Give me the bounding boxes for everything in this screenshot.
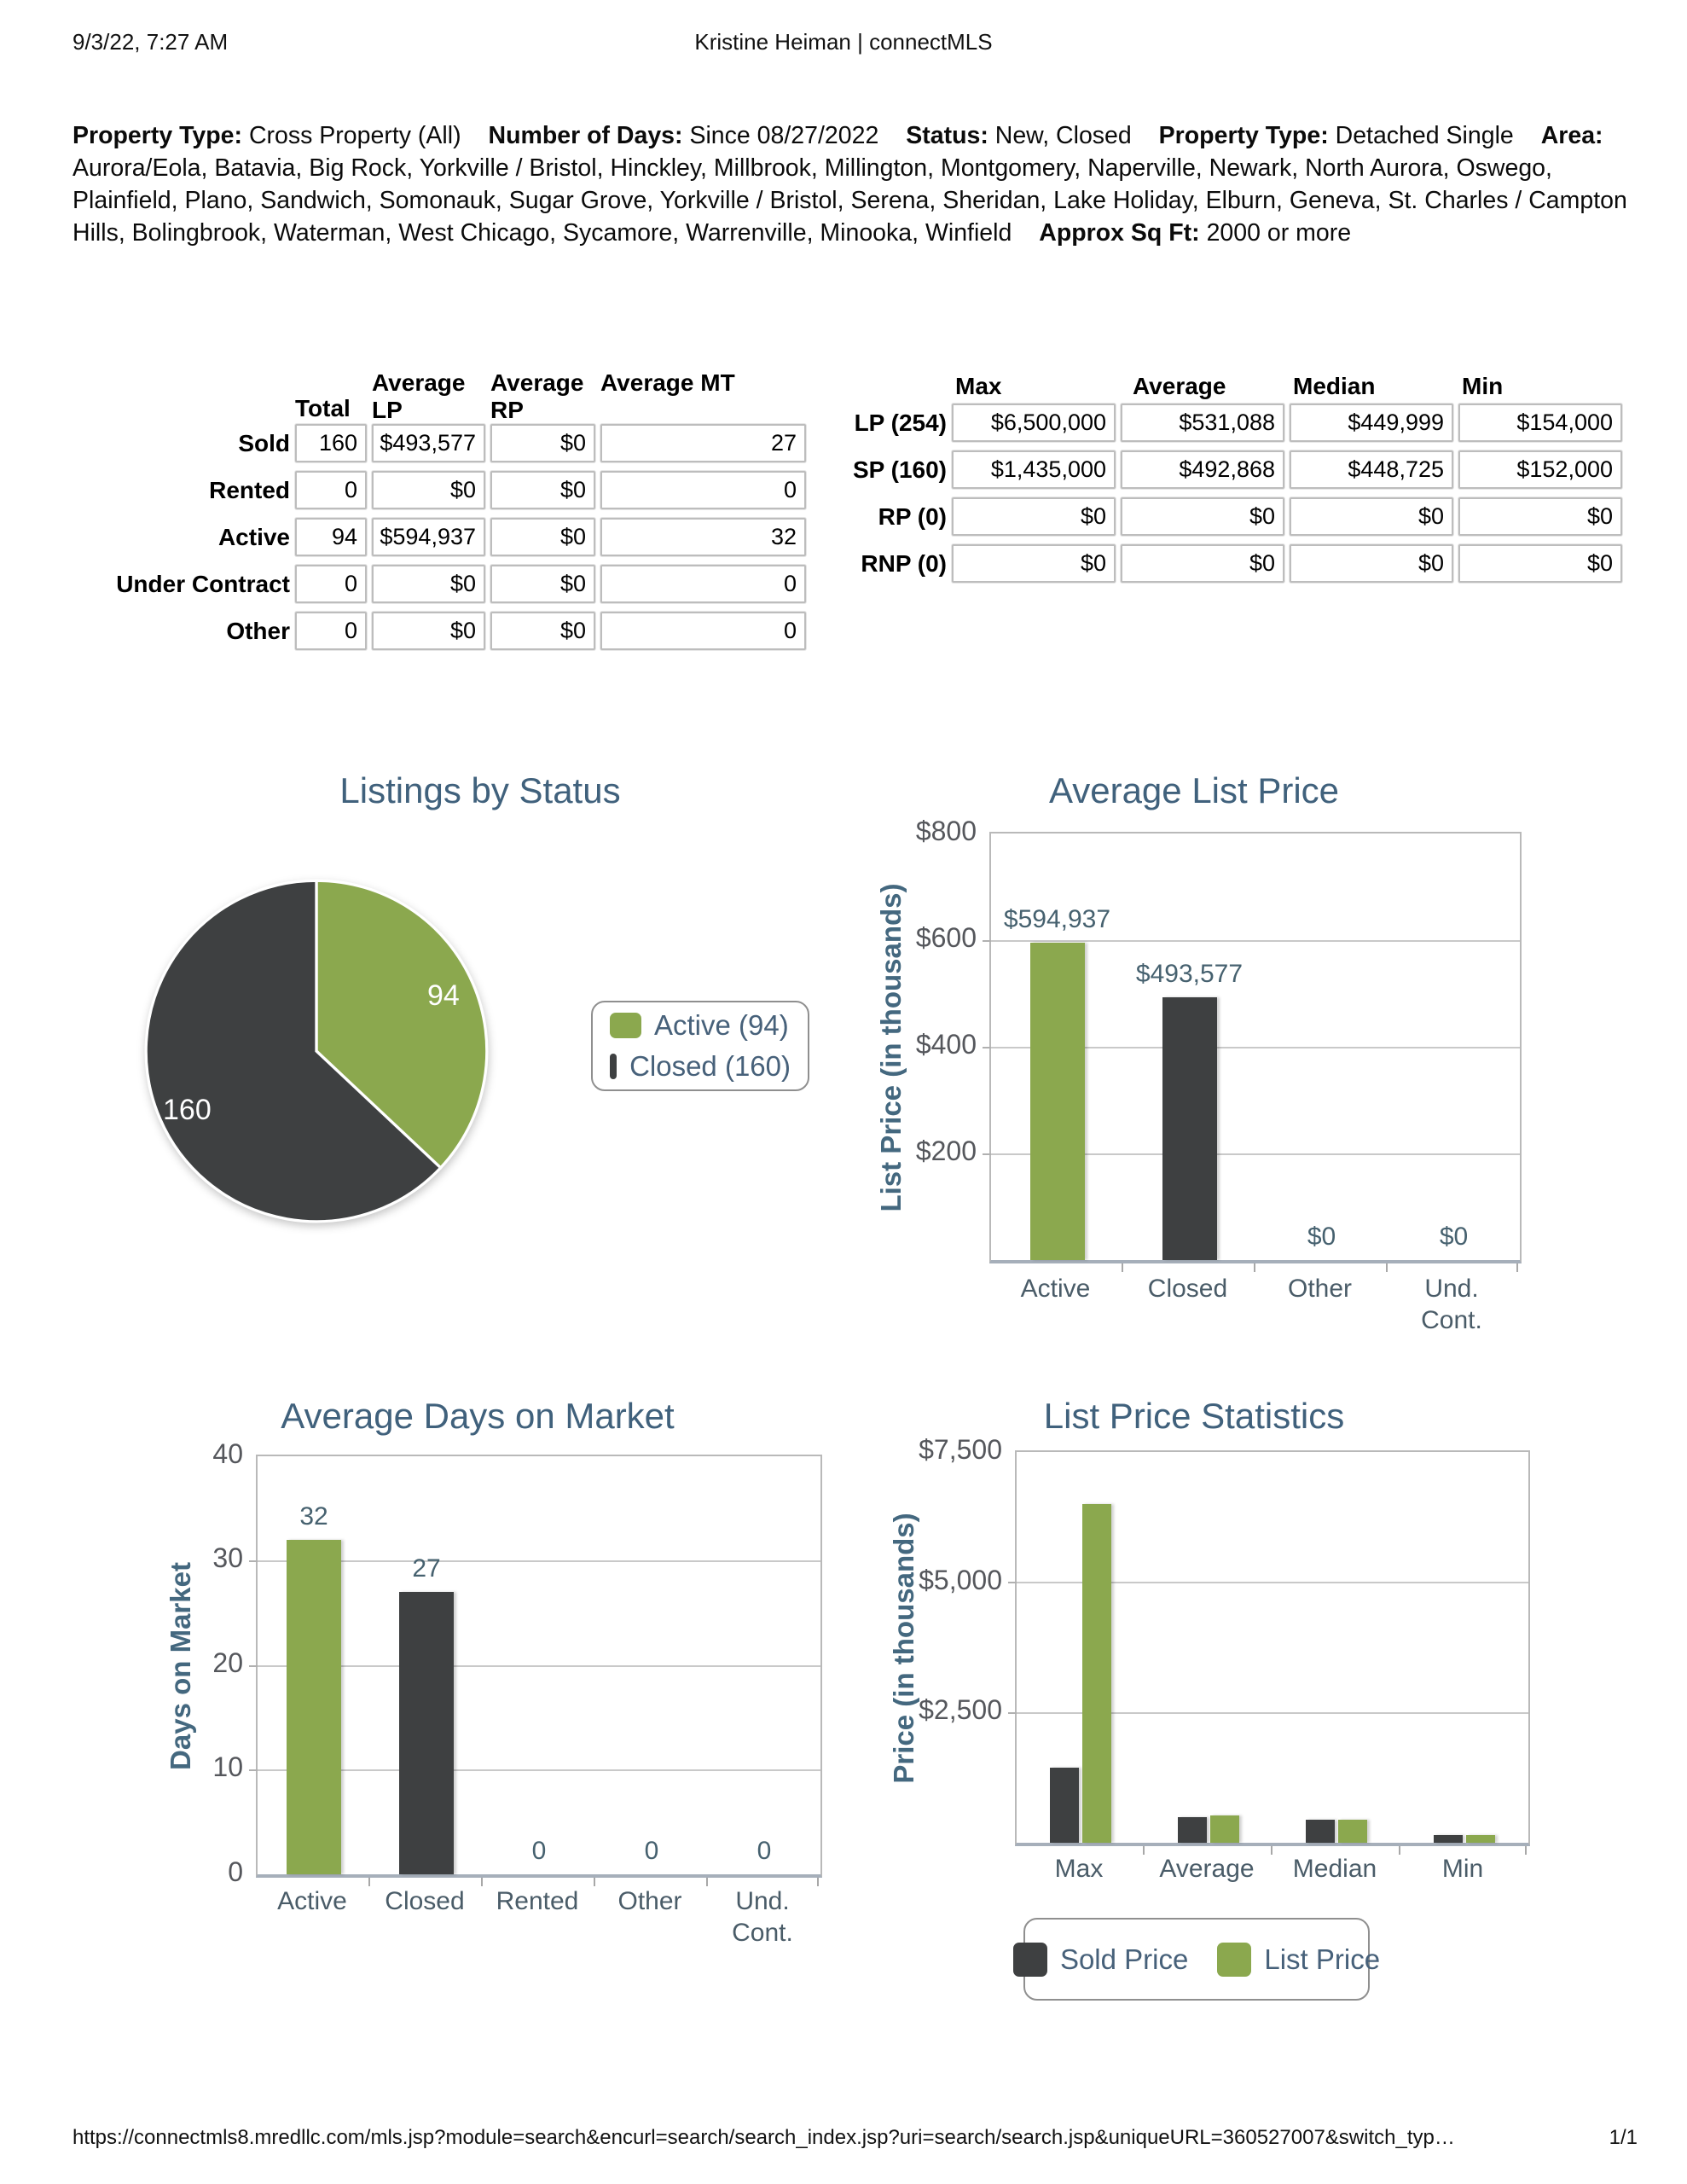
table-cell: $0 (372, 612, 485, 650)
row-label: Under Contract (116, 571, 290, 597)
table-cell: $6,500,000 (952, 404, 1116, 442)
table-cell: 0 (295, 471, 367, 509)
bar-list-average (1210, 1815, 1239, 1843)
gridline (258, 1665, 820, 1667)
bar-legend (1023, 1918, 1381, 2001)
tick-mark (249, 1769, 258, 1771)
bar-value-label: 0 (757, 1837, 772, 1865)
legend-item (1013, 1943, 1188, 1977)
table-cell: 0 (600, 612, 806, 650)
y-axis-label: Price (in thousands) (888, 1513, 919, 1784)
table-cell: $0 (1290, 544, 1453, 583)
legend-item (610, 1009, 791, 1042)
bar-closed (1162, 997, 1217, 1260)
x-category-label: Other (617, 1887, 682, 1915)
criteria-value: 2000 or more (1206, 219, 1352, 247)
legend-item (610, 1050, 791, 1083)
column-header: Min (1462, 373, 1504, 399)
tick-mark (1008, 1582, 1017, 1583)
x-category-label: Min (1441, 1855, 1484, 1883)
x-category-label: Active (1020, 1275, 1091, 1303)
criteria-value: Since 08/27/2022 (689, 122, 879, 149)
y-tick-label: $400 (915, 1029, 977, 1060)
bar-value-label: $493,577 (1135, 959, 1244, 988)
bar-sold-min (1434, 1835, 1463, 1843)
y-axis-label: List Price (in thousands) (875, 883, 907, 1212)
pie-chart-title: Listings by Status (339, 770, 621, 810)
table-cell: $492,868 (1121, 450, 1284, 489)
closed-swatch-icon (610, 1054, 617, 1079)
x-category-label: Closed (385, 1887, 465, 1915)
x-category-label: Max (1054, 1855, 1104, 1883)
table-cell: 0 (295, 612, 367, 650)
column-header: Average LP (372, 369, 466, 423)
row-label: RNP (0) (861, 550, 947, 577)
y-tick-label: $200 (915, 1136, 977, 1166)
table-cell: $449,999 (1290, 404, 1453, 442)
tick-mark (817, 1878, 819, 1886)
bar-value-label: $0 (1307, 1223, 1336, 1251)
tick-mark (983, 1153, 991, 1155)
x-category-label: Rented (496, 1887, 579, 1915)
column-header: Median (1293, 373, 1376, 399)
y-tick-label: $600 (915, 922, 977, 953)
table-cell: $0 (1458, 497, 1622, 536)
legend-label: List Price (1264, 1943, 1381, 1975)
y-tick-label: $800 (915, 816, 977, 846)
avg-list-price-plot (989, 832, 1522, 1263)
bar-value-label: $594,937 (1003, 905, 1111, 934)
gridline (258, 1769, 820, 1771)
table-cell: $0 (372, 565, 485, 603)
bar-sold-average (1178, 1817, 1207, 1843)
avg-dom-title: Average Days on Market (281, 1396, 675, 1436)
table-cell: $0 (1458, 544, 1622, 583)
row-label: Sold (238, 430, 290, 456)
tick-mark (983, 1047, 991, 1048)
legend-label: Sold Price (1059, 1943, 1189, 1975)
tick-mark (983, 940, 991, 942)
x-category-label: Active (277, 1887, 347, 1915)
summary-table (72, 369, 815, 659)
footer-url: https://connectmls8.mredllc.com/mls.jsp?module=search&encurl=search/search_index.jsp?uri=search/search.jsp&uniqueURL=360527007&switch_typ… (72, 2126, 1455, 2149)
list-price-stats-plot (1015, 1450, 1530, 1846)
bar-value-label: 0 (644, 1837, 659, 1865)
y-tick-label: $2,500 (919, 1694, 1002, 1725)
legend-item (1217, 1943, 1380, 1977)
tick-mark (1516, 1263, 1518, 1272)
row-label: LP (254) (854, 410, 947, 436)
x-category-label: Closed (1147, 1275, 1228, 1303)
bar-value-label: 0 (531, 1837, 547, 1865)
table-cell: $1,435,000 (952, 450, 1116, 489)
tick-mark (1122, 1263, 1123, 1272)
bar-value-label: 32 (299, 1502, 328, 1531)
y-axis-label: Days on Market (165, 1562, 196, 1770)
column-header: Average RP (490, 369, 584, 423)
header-title: Kristine Heiman | connectMLS (694, 29, 993, 55)
bar-active (287, 1540, 341, 1874)
bar-closed (399, 1592, 454, 1874)
sold-price-swatch-icon (1013, 1943, 1047, 1977)
table-cell: $0 (952, 497, 1116, 536)
criteria-label: Property Type: (72, 122, 243, 149)
x-category-label: Und. Cont. (1421, 1275, 1482, 1334)
criteria-value: New, Closed (994, 122, 1132, 149)
bar-value-label: 27 (412, 1554, 441, 1583)
bar-value-label: $0 (1439, 1223, 1469, 1251)
column-header: Max (955, 373, 1002, 399)
table-cell: $0 (490, 518, 595, 556)
bar-sold-max (1050, 1768, 1079, 1843)
table-cell: 160 (295, 424, 367, 462)
pie-legend (591, 1001, 809, 1091)
list-price-stats-title: List Price Statistics (1043, 1396, 1345, 1436)
table-cell: $0 (1121, 497, 1284, 536)
gridline (258, 1560, 820, 1562)
column-header: Average (1133, 373, 1226, 399)
criteria-value: Aurora/Eola, Batavia, Big Rock, Yorkville / Bristol, Hinckley, Millbrook, Millington, Montgomery, Naperville, Newark, North Aurora, Oswego, Plainfield, Plano, Sandwich, Somonauk, Sugar Grove, Yorkville / Bristol, Serena, Sheridan, Lake Holiday, Elburn, Geneva, St. Charles / Campton Hills, Bolingbrook, Waterman, West Chicago, Sycamore, Warrenville, Minooka, Winfield (72, 154, 1627, 247)
table-cell: 0 (600, 471, 806, 509)
bar-list-min (1466, 1835, 1495, 1843)
footer-page-number: 1/1 (1609, 2126, 1638, 2149)
table-cell: $0 (490, 424, 595, 462)
row-label: Other (226, 618, 290, 644)
table-cell: 27 (600, 424, 806, 462)
row-label: Rented (209, 477, 290, 503)
x-category-label: Und. Cont. (732, 1887, 793, 1947)
column-header: Average MT (600, 369, 735, 396)
pie-slice-value: 160 (163, 1094, 212, 1126)
table-cell: $0 (490, 565, 595, 603)
y-tick-label: 30 (212, 1542, 243, 1573)
criteria-value: Cross Property (All) (248, 122, 461, 149)
table-cell: $154,000 (1458, 404, 1622, 442)
table-cell: 32 (600, 518, 806, 556)
price-stats-table (844, 373, 1629, 595)
tick-mark (706, 1878, 708, 1886)
x-category-label: Average (1159, 1855, 1255, 1883)
bar-sold-median (1306, 1820, 1335, 1843)
tick-mark (249, 1560, 258, 1562)
tick-mark (249, 1665, 258, 1667)
y-tick-label: $7,500 (919, 1434, 1002, 1465)
tick-mark (1386, 1263, 1388, 1272)
row-label: RP (0) (878, 503, 947, 530)
table-cell: $0 (1290, 497, 1453, 536)
table-cell: $493,577 (372, 424, 485, 462)
bar-list-max (1082, 1504, 1111, 1843)
bar-list-median (1338, 1820, 1367, 1843)
legend-label: Closed (160) (629, 1050, 791, 1082)
y-tick-label: 0 (228, 1856, 243, 1887)
table-cell: $0 (490, 612, 595, 650)
y-tick-label: 20 (212, 1647, 243, 1678)
criteria-label: Approx Sq Ft: (1039, 219, 1200, 247)
y-tick-label: 40 (212, 1438, 243, 1469)
criteria-label: Property Type: (1158, 122, 1329, 149)
criteria-label: Number of Days: (488, 122, 683, 149)
list-price-swatch-icon (1217, 1943, 1251, 1977)
criteria-label: Area: (1540, 122, 1603, 149)
search-criteria (72, 119, 1635, 249)
gridline (991, 940, 1520, 942)
legend-label: Active (94) (654, 1009, 789, 1041)
table-cell: 94 (295, 518, 367, 556)
row-label: SP (160) (853, 456, 947, 483)
header-datetime: 9/3/22, 7:27 AM (72, 29, 229, 55)
bar-active (1030, 943, 1085, 1260)
x-category-label: Other (1287, 1275, 1353, 1303)
table-cell: $448,725 (1290, 450, 1453, 489)
table-cell: 0 (295, 565, 367, 603)
avg-list-price-title: Average List Price (1048, 770, 1340, 810)
tick-mark (1008, 1712, 1017, 1714)
table-cell: $531,088 (1121, 404, 1284, 442)
y-tick-label: $5,000 (919, 1565, 1002, 1595)
table-cell: $152,000 (1458, 450, 1622, 489)
tick-mark (1254, 1263, 1255, 1272)
pie-slice-value: 94 (427, 979, 460, 1012)
y-tick-label: 10 (212, 1751, 243, 1782)
table-cell: $0 (952, 544, 1116, 583)
listings-by-status-pie (141, 875, 492, 1227)
x-category-label: Median (1292, 1855, 1377, 1883)
table-cell: $0 (1121, 544, 1284, 583)
criteria-value: Detached Single (1335, 122, 1514, 149)
active-swatch-icon (610, 1013, 641, 1038)
table-cell: $594,937 (372, 518, 485, 556)
avg-dom-plot (256, 1455, 822, 1878)
row-label: Active (217, 524, 290, 550)
criteria-label: Status: (906, 122, 988, 149)
table-cell: $0 (372, 471, 485, 509)
table-cell: $0 (490, 471, 595, 509)
table-cell: 0 (600, 565, 806, 603)
column-header: Total (295, 395, 351, 421)
